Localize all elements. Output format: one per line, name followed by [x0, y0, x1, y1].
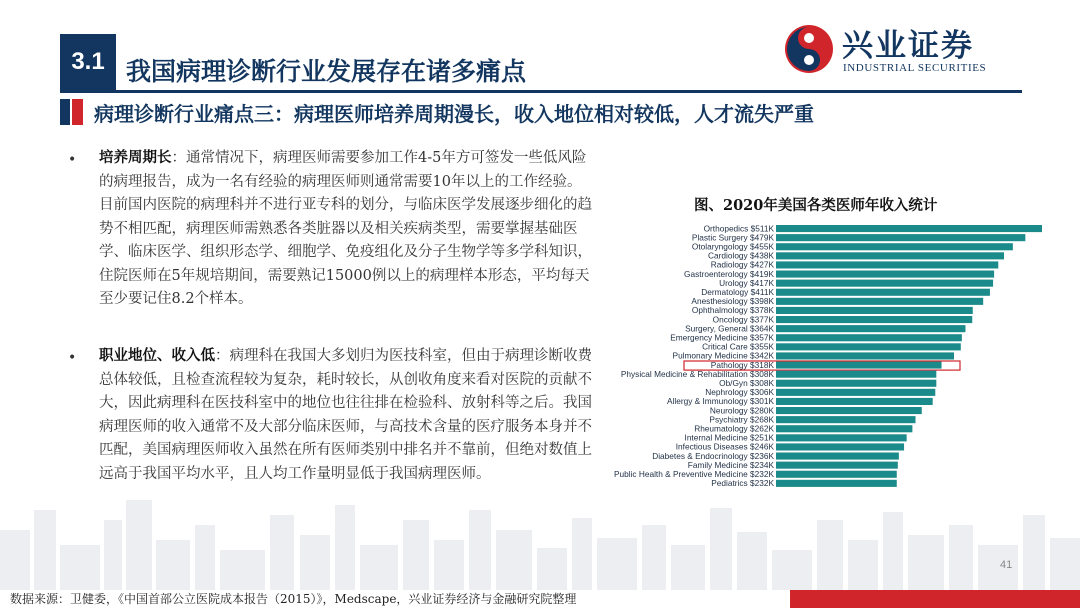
category-value-label: Physical Medicine & Rehabilitation $308K	[620, 368, 774, 379]
category-value-label: Rheumatology $262K	[694, 423, 774, 434]
bar-anesthesiology	[776, 298, 983, 305]
logo-emblem-icon	[782, 22, 836, 76]
logo-english-name: INDUSTRIAL SECURITIES	[843, 62, 987, 74]
data-source-footer: 数据来源：卫健委，《中国首部公立医院成本报告（2015）》，Medscape，兴业证券经济与金融研究院整理	[10, 592, 577, 606]
category-value-label: Gastroenterology $419K	[684, 268, 774, 279]
bar-ophthalmology	[776, 307, 973, 314]
bar-psychiatry	[776, 416, 916, 423]
bullet-text: ：通常情况下，病理医师需要参加工作4-5年方可签发一些低风险的病理报告，成为一名有经验的病理医师则通常需要10年以上的工作经验。目前国内医院的病理科并不进行亚专科的划分，与临床医学发展逐步细化的趋势不相匹配，病理医师需熟悉各类脏器以及相关疾病类型，需要掌握基础医学、临床医学、组织形态学、细胞学、免疫组化及分子生物学等多学科知识，住院医师在5年规培期间，需要熟记15000例以上的病理样本形态，平均每天至少要记住8.2个样本。	[99, 150, 592, 307]
bullet-keyword: 职业地位、收入低	[99, 347, 215, 364]
bar-ob-gyn	[776, 380, 936, 387]
category-value-label: Anesthesiology $398K	[691, 296, 774, 307]
category-value-label: Ophthalmology $378K	[691, 305, 774, 316]
bar-oncology	[776, 316, 972, 323]
bar-otolaryngology	[776, 243, 1013, 250]
section-subtitle: 病理诊断行业痛点三：病理医师培养周期漫长，收入地位相对较低，人才流失严重	[94, 102, 814, 126]
bar-public-health-preventive-medicine	[776, 471, 897, 478]
category-value-label: Infectious Diseases $246K	[675, 441, 774, 452]
section-number-badge: 3.1	[60, 34, 116, 90]
category-value-label: Pediatrics $232K	[711, 478, 774, 489]
bullet-paragraph-status-income	[99, 344, 593, 486]
page-number: 41	[1000, 559, 1013, 571]
category-value-label: Urology $417K	[719, 277, 774, 288]
category-value-label: Psychiatry $268K	[709, 414, 774, 425]
footer-accent-bar	[790, 590, 1080, 608]
bar-surgery-general	[776, 325, 965, 332]
bar-physical-medicine-rehabilitation	[776, 371, 936, 378]
category-value-label: Surgery, General $364K	[685, 323, 774, 334]
category-value-label: Dermatology $411K	[701, 287, 774, 297]
bar-pulmonary-medicine	[776, 352, 954, 359]
bar-gastroenterology	[776, 271, 994, 278]
category-value-label: Oncology $377K	[712, 314, 774, 325]
bar-radiology	[776, 261, 998, 268]
category-value-label: Pathology $318K	[710, 359, 774, 370]
category-value-label: Diabetes & Endocrinology $236K	[652, 450, 774, 461]
bullet-text: ：病理科在我国大多划归为医技科室，但由于病理诊断收费总体较低，且检查流程较为复杂，耗时较长，从创收角度来看对医院的贡献不大，因此病理科在医技科室中的地位也往往排在检验科、放射科等之后。我国病理医师的收入通常不及大部分临床医师，与高技术含量的医疗服务本身并不匹配，美国病理医师收入虽然在所有医师类别中排名并不靠前，但绝对数值上远高于我国平均水平，且人均工作量明显低于我国病理医师。	[99, 348, 592, 482]
bar-critical-care	[776, 343, 961, 350]
bar-internal-medicine	[776, 434, 907, 441]
company-logo	[780, 20, 1020, 76]
category-value-label: Radiology $427K	[710, 259, 774, 270]
category-value-label: Public Health & Preventive Medicine $232K	[613, 469, 774, 479]
category-value-label: Emergency Medicine $357K	[670, 332, 774, 343]
bar-dermatology	[776, 289, 990, 296]
category-value-label: Internal Medicine $251K	[684, 432, 774, 443]
bar-orthopedics	[776, 225, 1042, 232]
chart-title: 图、2020年美国各类医师年收入统计	[694, 197, 938, 214]
bar-urology	[776, 280, 993, 287]
bar-rheumatology	[776, 425, 912, 432]
bar-neurology	[776, 407, 922, 414]
bullet-marker: •	[68, 350, 77, 366]
bar-pathology	[776, 362, 942, 369]
bar-cardiology	[776, 252, 1004, 259]
bar-plastic-surgery	[776, 234, 1025, 241]
bar-emergency-medicine	[776, 334, 962, 341]
city-skyline-background	[0, 490, 1080, 590]
category-value-label: Pulmonary Medicine $342K	[672, 350, 774, 361]
bullet-marker: •	[68, 152, 77, 168]
category-value-label: Nephrology $306K	[705, 387, 774, 398]
bar-diabetes-endocrinology	[776, 453, 899, 460]
category-value-label: Neurology $280K	[709, 405, 774, 416]
category-value-label: Ob/Gyn $308K	[719, 378, 774, 388]
income-bar-chart	[596, 222, 1048, 490]
subtitle-marker-red	[72, 99, 83, 125]
bar-nephrology	[776, 389, 935, 396]
category-value-label: Critical Care $355K	[702, 341, 774, 352]
category-value-label: Allergy & Immunology $301K	[667, 396, 774, 407]
logo-chinese-name: 兴业证券	[842, 28, 974, 64]
bar-allergy-immunology	[776, 398, 933, 405]
category-value-label: Family Medicine $234K	[687, 459, 774, 470]
bar-pediatrics	[776, 480, 897, 487]
category-value-label: Plastic Surgery $479K	[691, 232, 774, 243]
bar-family-medicine	[776, 462, 898, 469]
bullet-keyword: 培养周期长	[99, 149, 172, 166]
bullet-paragraph-training	[99, 146, 593, 312]
category-value-label: Orthopedics $511K	[703, 223, 774, 234]
title-divider	[60, 90, 1022, 93]
category-value-label: Otolaryngology $455K	[691, 241, 774, 252]
bar-infectious-diseases	[776, 443, 904, 450]
subtitle-marker-blue	[60, 99, 70, 125]
page-title: 我国病理诊断行业发展存在诸多痛点	[126, 57, 527, 86]
category-value-label: Cardiology $438K	[708, 250, 774, 261]
